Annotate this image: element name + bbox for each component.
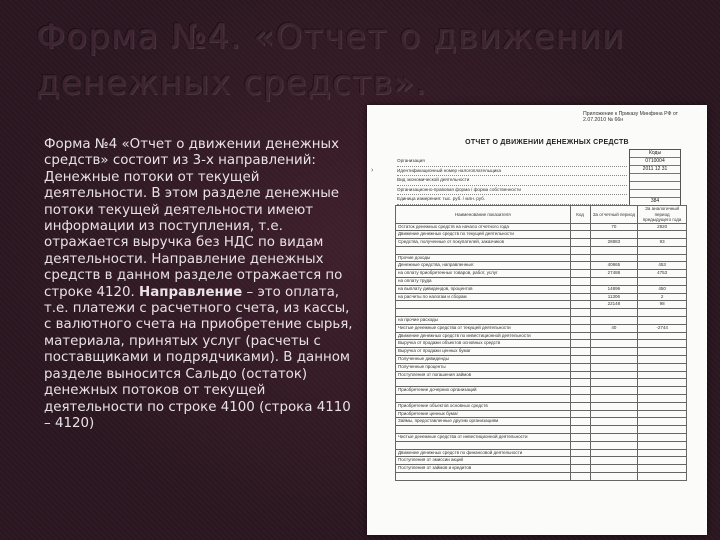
cell-name: Поступления от погашения займов bbox=[396, 371, 571, 379]
cell-name: на оплату приобретенных товаров, работ, услуг bbox=[396, 270, 571, 278]
cell-v2: 93 bbox=[638, 239, 687, 247]
cell-code bbox=[570, 309, 590, 317]
cell-v1: 40 bbox=[590, 324, 638, 332]
organization-meta bbox=[397, 157, 627, 205]
cell-code bbox=[570, 387, 590, 395]
paragraph-text: Денежные потоки от текущей деятельности. В этом разделе денежные потоки текущей деятельности имеют информации из поступления, т.е. отражается выручка без НДС по видам деятельности. Направление денежных средств в данном разделе отражается по строке 4120. bbox=[44, 169, 343, 300]
cell-v2 bbox=[638, 434, 687, 442]
cell-v2 bbox=[638, 371, 687, 379]
cell-v2: 98 bbox=[638, 301, 687, 309]
cell-code bbox=[570, 348, 590, 356]
cell-name: Прочие доходы bbox=[396, 254, 571, 262]
cell-v1 bbox=[590, 246, 638, 254]
cell-name bbox=[396, 309, 571, 317]
cell-name: Выручка от продажи объектов основных средств bbox=[396, 340, 571, 348]
cell-code bbox=[570, 441, 590, 449]
cell-v1 bbox=[590, 395, 638, 403]
cell-name: Полученные проценты bbox=[396, 363, 571, 371]
table-row bbox=[396, 293, 687, 301]
table-row bbox=[396, 317, 687, 325]
table-row bbox=[396, 426, 687, 434]
cell-v1: 70 bbox=[590, 223, 638, 231]
cell-code bbox=[570, 410, 590, 418]
cell-v2 bbox=[638, 348, 687, 356]
table-row bbox=[396, 285, 687, 293]
slide-title: Форма №4. «Отчет о движении денежных средств». bbox=[36, 17, 625, 103]
cell-v1: 22148 bbox=[590, 301, 638, 309]
cell-v1: 28883 bbox=[590, 239, 638, 247]
cell-code bbox=[570, 262, 590, 270]
report-form-scan bbox=[367, 105, 707, 535]
cell-name: Приобретение дочерних организаций bbox=[396, 387, 571, 395]
cell-v1 bbox=[590, 371, 638, 379]
cell-code bbox=[570, 371, 590, 379]
meta-line: Единица измерения: тыс. руб. / млн. руб. bbox=[397, 195, 627, 205]
cell-code bbox=[570, 426, 590, 434]
cell-v2 bbox=[638, 465, 687, 473]
cell-v2 bbox=[638, 332, 687, 340]
table-row bbox=[396, 410, 687, 418]
cell-code bbox=[570, 395, 590, 403]
cell-code bbox=[570, 293, 590, 301]
cell-v1 bbox=[590, 434, 638, 442]
table-row bbox=[396, 473, 687, 481]
table-row bbox=[396, 441, 687, 449]
cell-code bbox=[570, 473, 590, 481]
bold-term: Направление bbox=[139, 284, 243, 300]
table-row bbox=[396, 387, 687, 395]
cell-v1 bbox=[590, 473, 638, 481]
table-row bbox=[396, 348, 687, 356]
cell-v2 bbox=[638, 402, 687, 410]
cell-code bbox=[570, 379, 590, 387]
meta-line: Вид экономической деятельности bbox=[397, 176, 627, 186]
cell-v1 bbox=[590, 387, 638, 395]
cell-v2: -2744 bbox=[638, 324, 687, 332]
table-row bbox=[396, 465, 687, 473]
cell-v1 bbox=[590, 231, 638, 239]
cell-v2 bbox=[638, 317, 687, 325]
cell-code bbox=[570, 301, 590, 309]
code-cell: 2011 12 31 bbox=[630, 166, 680, 174]
table-row bbox=[396, 309, 687, 317]
cell-code bbox=[570, 418, 590, 426]
table-row bbox=[396, 332, 687, 340]
cell-v1 bbox=[590, 340, 638, 348]
cell-v1 bbox=[590, 317, 638, 325]
cell-v1 bbox=[590, 465, 638, 473]
cell-v2 bbox=[638, 356, 687, 364]
cell-code bbox=[570, 278, 590, 286]
table-row bbox=[396, 379, 687, 387]
cell-v1 bbox=[590, 278, 638, 286]
table-row bbox=[396, 363, 687, 371]
cell-name bbox=[396, 473, 571, 481]
cell-v2 bbox=[638, 254, 687, 262]
cell-v2: 453 bbox=[638, 262, 687, 270]
cell-code bbox=[570, 356, 590, 364]
slide-body-text bbox=[44, 137, 356, 432]
cell-name bbox=[396, 379, 571, 387]
cell-v2 bbox=[638, 246, 687, 254]
cell-v1 bbox=[590, 332, 638, 340]
meta-line: Организация bbox=[397, 157, 627, 167]
cell-v1 bbox=[590, 254, 638, 262]
cell-v1 bbox=[590, 402, 638, 410]
cell-code bbox=[570, 317, 590, 325]
cell-name: Приобретение объектов основных средств bbox=[396, 402, 571, 410]
cell-v1 bbox=[590, 356, 638, 364]
table-row bbox=[396, 239, 687, 247]
cell-name: на выплату дивидендов, процентов bbox=[396, 285, 571, 293]
cell-v1 bbox=[590, 363, 638, 371]
table-row bbox=[396, 340, 687, 348]
cash-flow-table bbox=[395, 205, 687, 481]
cell-code bbox=[570, 332, 590, 340]
cell-name: на расчеты по налогам и сборам bbox=[396, 293, 571, 301]
cell-name bbox=[396, 246, 571, 254]
cell-name: Выручка от продажи ценных бумаг bbox=[396, 348, 571, 356]
cell-name bbox=[396, 441, 571, 449]
cell-code bbox=[570, 270, 590, 278]
cell-v2 bbox=[638, 426, 687, 434]
meta-line: Идентификационный номер налогоплательщика bbox=[397, 167, 627, 177]
table-row bbox=[396, 402, 687, 410]
table-row bbox=[396, 356, 687, 364]
cell-code bbox=[570, 246, 590, 254]
cell-code bbox=[570, 254, 590, 262]
column-header-previous: За аналогичный период предыдущего года bbox=[638, 206, 687, 224]
codes-header: Коды bbox=[630, 150, 680, 158]
table-row bbox=[396, 278, 687, 286]
cell-name: Движение денежных средств по финансовой деятельности bbox=[396, 449, 571, 457]
codes-box bbox=[629, 149, 681, 206]
cell-v2 bbox=[638, 449, 687, 457]
code-cell bbox=[630, 182, 680, 190]
column-header-name: Наименование показателя bbox=[396, 206, 571, 224]
cell-name: Поступления от эмиссии акций bbox=[396, 457, 571, 465]
cell-v2 bbox=[638, 387, 687, 395]
cell-v2 bbox=[638, 309, 687, 317]
code-cell: 0710004 bbox=[630, 158, 680, 166]
side-mark: › bbox=[371, 167, 374, 174]
cell-v1 bbox=[590, 457, 638, 465]
cell-v1 bbox=[590, 418, 638, 426]
code-cell: 384 bbox=[650, 198, 660, 204]
cell-name: Средства, полученные от покупателей, заказчиков bbox=[396, 239, 571, 247]
cell-v2 bbox=[638, 418, 687, 426]
cell-v1 bbox=[590, 441, 638, 449]
table-header-row bbox=[396, 206, 687, 224]
cell-name: Приобретение ценных бумаг bbox=[396, 410, 571, 418]
cell-v2: 2920 bbox=[638, 223, 687, 231]
cell-name: на оплату труда bbox=[396, 278, 571, 286]
cell-code bbox=[570, 239, 590, 247]
cell-name: на прочие расходы bbox=[396, 317, 571, 325]
table-row bbox=[396, 262, 687, 270]
cell-name: Поступления от займов и кредитов bbox=[396, 465, 571, 473]
cell-v1 bbox=[590, 348, 638, 356]
cell-name bbox=[396, 395, 571, 403]
cell-v2 bbox=[638, 410, 687, 418]
cell-v2 bbox=[638, 441, 687, 449]
cell-v1 bbox=[590, 449, 638, 457]
table-row bbox=[396, 301, 687, 309]
cell-v1 bbox=[590, 410, 638, 418]
appendix-note: Приложение к Приказу Минфина РФ от 2.07.2010 № 66н bbox=[583, 111, 679, 123]
cell-v2 bbox=[638, 231, 687, 239]
table-row bbox=[396, 395, 687, 403]
cell-name bbox=[396, 426, 571, 434]
code-cell bbox=[630, 174, 680, 182]
table-row bbox=[396, 246, 687, 254]
paragraph-operating-activity bbox=[44, 170, 356, 433]
cell-code bbox=[570, 449, 590, 457]
cell-code bbox=[570, 285, 590, 293]
column-header-code: Код bbox=[570, 206, 590, 224]
table-row bbox=[396, 457, 687, 465]
cell-v1: 27488 bbox=[590, 270, 638, 278]
cell-name: Движение денежных средств по инвестиционной деятельности bbox=[396, 332, 571, 340]
paragraph-intro: Форма №4 «Отчет о движении денежных средств» состоит из 3-х направлений: bbox=[44, 137, 340, 169]
cell-v2 bbox=[638, 278, 687, 286]
cell-v1 bbox=[590, 379, 638, 387]
cell-name: Остаток денежных средств на начало отчетного года bbox=[396, 223, 571, 231]
table-row bbox=[396, 434, 687, 442]
meta-line: Организационно-правовая форма / форма собственности bbox=[397, 186, 627, 196]
cell-code bbox=[570, 465, 590, 473]
cell-v2 bbox=[638, 473, 687, 481]
cell-name: Займы, предоставленные другим организациям bbox=[396, 418, 571, 426]
cell-code bbox=[570, 324, 590, 332]
table-row bbox=[396, 324, 687, 332]
cell-code bbox=[570, 457, 590, 465]
cell-name: Чистые денежные средства от инвестиционной деятельности bbox=[396, 434, 571, 442]
paragraph-text-continued: – это оплата, т.е. платежи с расчетного счета, из кассы, с валютного счета на приобретение сырья, материала, принятых услуг (расчеты с поставщиками и подрядчиками). В данном разделе выносится Сальдо (остаток) денежных потоков от текущей деятельности по строке 4100 (строка 4110 – 4120) bbox=[44, 284, 353, 431]
table-row bbox=[396, 449, 687, 457]
cell-name: Чистые денежные средства от текущей деятельности bbox=[396, 324, 571, 332]
cell-code bbox=[570, 231, 590, 239]
table-row bbox=[396, 371, 687, 379]
cell-v2: 450 bbox=[638, 285, 687, 293]
cell-v2 bbox=[638, 363, 687, 371]
cell-name: Полученные дивиденды bbox=[396, 356, 571, 364]
table-row bbox=[396, 231, 687, 239]
table-row bbox=[396, 418, 687, 426]
table-row bbox=[396, 254, 687, 262]
cell-v2 bbox=[638, 457, 687, 465]
cell-v2 bbox=[638, 395, 687, 403]
code-cell bbox=[630, 190, 680, 198]
report-title: ОТЧЕТ О ДВИЖЕНИИ ДЕНЕЖНЫХ СРЕДСТВ bbox=[465, 139, 629, 146]
cell-name bbox=[396, 301, 571, 309]
cell-code bbox=[570, 363, 590, 371]
column-header-current: За отчетный период bbox=[590, 206, 638, 224]
cell-code bbox=[570, 434, 590, 442]
cell-code bbox=[570, 223, 590, 231]
cell-v2 bbox=[638, 340, 687, 348]
cell-name: Движение денежных средств по текущей деятельности bbox=[396, 231, 571, 239]
cell-v2: 4753 bbox=[638, 270, 687, 278]
cell-v1 bbox=[590, 426, 638, 434]
cell-v1: 11306 bbox=[590, 293, 638, 301]
cell-v1: 14896 bbox=[590, 285, 638, 293]
cell-code bbox=[570, 402, 590, 410]
table-row bbox=[396, 270, 687, 278]
cell-v1 bbox=[590, 309, 638, 317]
table-row bbox=[396, 223, 687, 231]
cell-v2: 2 bbox=[638, 293, 687, 301]
cell-name: Денежные средства, направленные: bbox=[396, 262, 571, 270]
cell-v1: 40865 bbox=[590, 262, 638, 270]
cell-code bbox=[570, 340, 590, 348]
cell-v2 bbox=[638, 379, 687, 387]
